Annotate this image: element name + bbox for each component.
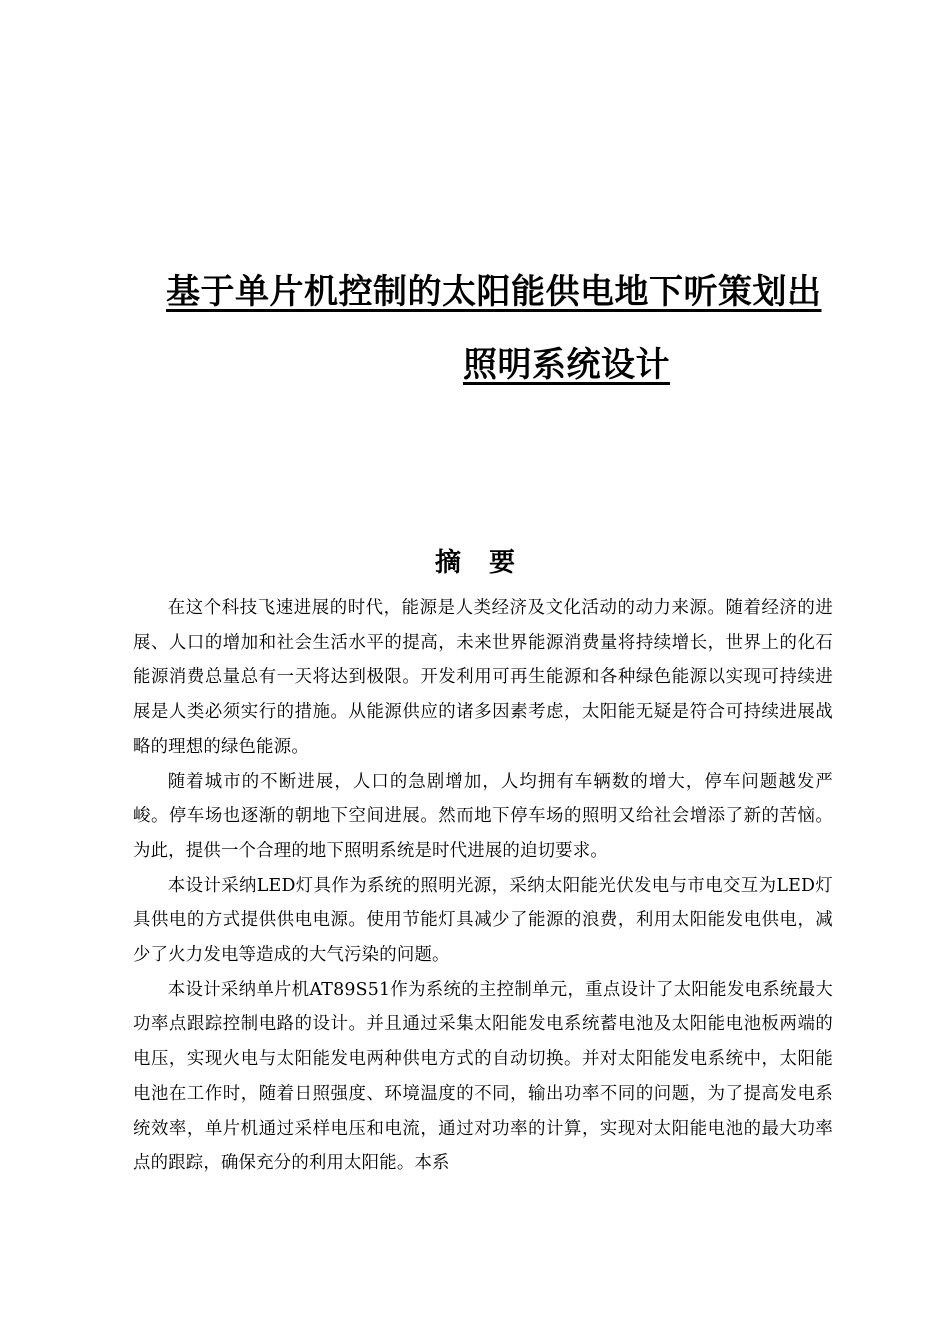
abstract-paragraph-1: 在这个科技飞速进展的时代，能源是人类经济及文化活动的动力来源。随着经济的进展、人口的增加和社会生活水平的提高，未来世界能源消费量将持续增长，世界上的化石能源消费总量总有一天将达到极限。开发利用可再生能源和各种绿色能源以实现可持续进展是人类必须实行的措施。从能源供应的诸多因素考虑，太阳能无疑是符合可持续进展战略的理想的绿色能源。 [133, 598, 833, 757]
abstract-paragraph-2: 随着城市的不断进展，人口的急剧增加，人均拥有车辆数的增大，停车问题越发严峻。停车场也逐渐的朝地下空间进展。然而地下停车场的照明又给社会增添了新的苦恼。为此，提供一个合理的地下照明系统是时代进展的迫切要求。 [133, 771, 833, 861]
abstract-heading: 摘要 [434, 548, 543, 578]
abstract-paragraph-3: 本设计采纳LED灯具作为系统的照明光源，采纳太阳能光伏发电与市电交互为LED灯具供电的方式提供供电电源。使用节能灯具减少了能源的浪费，利用太阳能发电供电，减少了火力发电等造成的大气污染的问题。 [133, 875, 833, 966]
abstract-paragraph-4: 本设计采纳单片机AT89S51作为系统的主控制单元，重点设计了太阳能发电系统最大功率点跟踪控制电路的设计。并且通过采集太阳能发电系统蓄电池及太阳能电池板两端的电压，实现火电与太阳能发电两种供电方式的自动切换。并对太阳能发电系统中，太阳能电池在工作时，随着日照强度、环境温度的不同，输出功率不同的问题，为了提高发电系统效率，单片机通过采样电压和电流，通过对功率的计算，实现对太阳能电池的最大功率点的跟踪，确保充分的利用太阳能。本系 [133, 979, 833, 1174]
document-title-line-2: 照明系统设计 [463, 345, 670, 385]
document-title-line-1: 基于单片机控制的太阳能供电地下听策划出 [166, 272, 822, 312]
abstract-body [133, 591, 833, 1181]
